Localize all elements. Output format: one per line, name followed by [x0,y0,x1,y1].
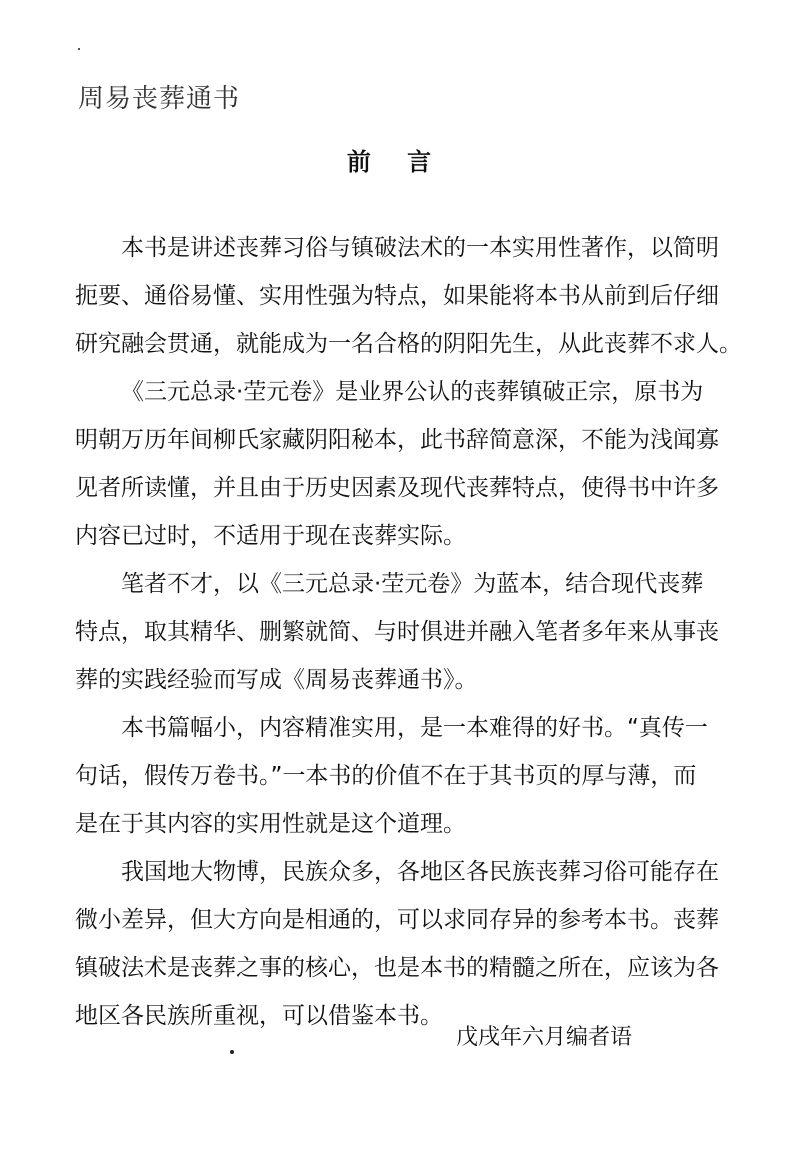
text-line: 明朝万历年间柳氏家藏阴阳秘本，此书辞简意深，不能为浅闻寡 [75,427,719,453]
text-line: 我国地大物博，民族众多，各地区各民族丧葬习俗可能存在 [121,859,719,885]
text-line: 葬的实践经验而写成《周易丧葬通书》。 [75,667,478,693]
paragraph [75,848,719,1040]
text-line: 研究融会贯通，就能成为一名合格的阴阳先生，从此丧葬不求人。 [75,331,742,357]
text-line: 微小差异，但大方向是相通的，可以求同存异的参考本书。丧葬 [75,907,719,933]
text-line: 见者所读懂，并且由于历史因素及现代丧葬特点，使得书中许多 [75,475,719,501]
text-line: 是在于其内容的实用性就是这个道理。 [75,811,466,837]
text-line: 扼要、通俗易懂、实用性强为特点，如果能将本书从前到后仔细 [75,283,719,309]
signature: 戊戌年六月编者语 [456,1025,633,1050]
paragraph [75,224,742,368]
paragraph [75,560,719,704]
text-line: 本书篇幅小，内容精准实用，是一本难得的好书。“真传一 [121,715,708,741]
text-line: 特点，取其精华、删繁就简、与时俱进并融入笔者多年来从事丧 [75,619,719,645]
scan-speck [78,48,80,50]
text-line: 本书是讲述丧葬习俗与镇破法术的一本实用性著作，以简明 [121,235,719,261]
preface-body [75,224,742,1040]
text-line: 地区各民族所重视，可以借鉴本书。 [75,1003,443,1029]
text-line: 镇破法术是丧葬之事的核心，也是本书的精髓之所在，应该为各 [75,955,719,981]
text-line: 《三元总录·茔元卷》是业界公认的丧葬镇破正宗，原书为 [121,379,704,405]
paragraph [75,704,708,848]
text-line: 笔者不才，以《三元总录·茔元卷》为蓝本，结合现代丧葬 [121,571,704,597]
text-line: 内容已过时，不适用于现在丧葬实际。 [75,523,466,549]
text-line: 句话，假传万卷书。”一本书的价值不在于其书页的厚与薄，而 [75,763,697,789]
page-title: 前 言 [346,148,446,176]
book-header-title: 周易丧葬通书 [78,84,241,114]
paragraph [75,368,719,560]
scan-speck [230,1050,234,1054]
